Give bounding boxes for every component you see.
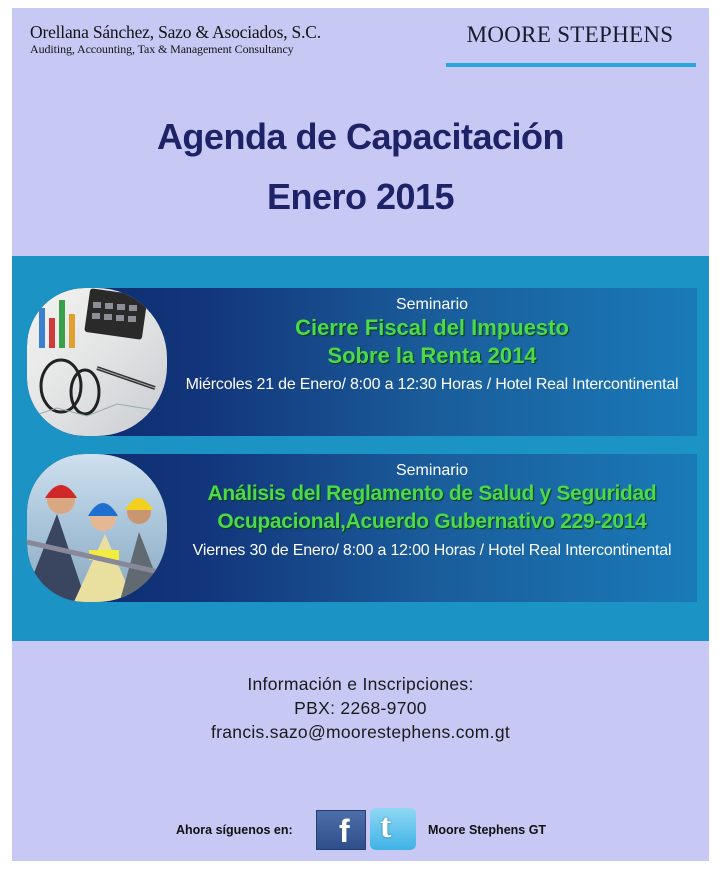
page-title: Agenda de Capacitación [156,116,565,157]
seminars-band [12,256,709,641]
seminar-1-label: Seminario [395,296,469,313]
seminar-2-details: Viernes 30 de Enero/ 8:00 a 12:00 Horas / Hotel Real Intercontinental [192,542,672,559]
twitter-icon[interactable]: t [370,808,416,850]
social-footer [12,808,709,858]
firm-tagline: Auditing, Accounting, Tax & Management Consultancy [30,42,294,56]
workers-hardhats-photo [27,454,167,602]
facebook-icon[interactable]: f [316,810,366,850]
info-email[interactable]: francis.sazo@moorestephens.com.gt [210,722,511,742]
page-subtitle: Enero 2015 [266,176,455,217]
seminar-1-topic-line2: Sobre la Renta 2014 [327,343,537,368]
seminar-2-topic-line2: Ocupacional,Acuerdo Gubernativo 229-2014 [217,510,647,533]
calculator-finance-photo [27,288,167,436]
seminar-1-topic-line1: Cierre Fiscal del Impuesto [295,315,569,340]
seminar-2-text [167,454,697,560]
seminar-2-topic-line1: Análisis del Reglamento de Salud y Seguridad [207,482,657,505]
brand-underline [446,63,696,67]
brand-logo-text: MOORE STEPHENS [466,22,674,47]
firm-name: Orellana Sánchez, Sazo & Asociados, S.C. [30,22,321,42]
follow-label: Ahora síguenos en: [176,823,293,837]
seminar-banner-1 [27,288,697,436]
seminar-1-text [167,288,697,394]
seminar-banner-2 [27,454,697,602]
info-heading: Información e Inscripciones: [247,674,474,694]
seminar-2-label: Seminario [395,462,469,479]
firm-header [30,22,321,56]
flyer-page [12,8,709,861]
info-phone: PBX: 2268-9700 [294,698,427,718]
social-handle: Moore Stephens GT [428,823,547,837]
seminar-1-details: Miércoles 21 de Enero/ 8:00 a 12:30 Horas / Hotel Real Intercontinental [185,376,679,393]
